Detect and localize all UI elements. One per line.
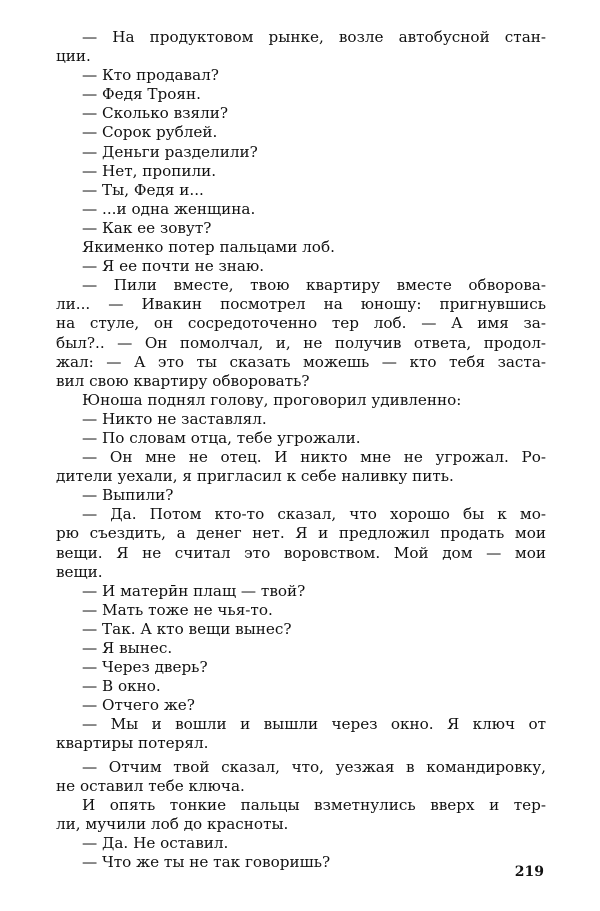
text-line: Якименко потер пальцами лоб.	[82, 238, 335, 257]
text-line: — Ты, Федя и...	[82, 180, 204, 199]
text-line: — Деньги разделили?	[82, 142, 258, 161]
text-line: — Я вынес.	[82, 639, 173, 657]
text-line: был?.. — Он помолчал, и, не получив ответа, продол-	[56, 333, 546, 352]
page-text	[56, 28, 546, 872]
text-line: вещи.	[56, 562, 103, 581]
text-line: — Он мне не отец. И никто мне не угрожал. Ро-	[82, 448, 546, 467]
text-line: — Никто не заставлял.	[82, 409, 267, 428]
text-line: рю съездить, а денег нет. Я и предложил продать мои	[56, 524, 546, 543]
text-line: Юноша поднял голову, проговорил удивленно:	[82, 390, 462, 409]
text-line: — Федя Троян.	[82, 85, 201, 104]
text-line: — Кто продавал?	[82, 66, 219, 85]
text-line: — Через дверь?	[82, 658, 208, 677]
text-line: ли... — Ивакин посмотрел на юношу: пригнувшись	[56, 295, 546, 314]
text-line: на стуле, он сосредоточенно тер лоб. — А имя за-	[56, 314, 546, 333]
text-line: — Отчего же?	[82, 696, 195, 715]
text-line: жал: — А это ты сказать можешь — кто тебя заста-	[56, 352, 546, 371]
text-line: И опять тонкие пальцы взметнулись вверх и тер-	[82, 795, 546, 814]
text-line: — Сколько взяли?	[82, 104, 228, 123]
text-line: — Выпили?	[82, 486, 174, 505]
text-line: — Так. А кто вещи вынес?	[82, 619, 292, 638]
text-line: не оставил тебе ключа.	[56, 776, 245, 795]
page-number: 219	[514, 864, 544, 880]
text-line: квартиры потерял.	[56, 734, 209, 753]
text-line: вещи. Я не считал это воровством. Мой дом — мои	[56, 543, 546, 562]
text-line: — Отчим твой сказал, что, уезжая в командировку,	[82, 757, 546, 776]
text-line: — В окно.	[82, 677, 161, 696]
text-line: — Да. Потом кто-то сказал, что хорошо бы к мо-	[82, 505, 546, 524]
text-line: — Пили вместе, твою квартиру вместе обворова-	[82, 276, 546, 295]
text-line: — И матерӣн плащ — твой?	[82, 581, 306, 600]
text-line: ли, мучили лоб до красноты.	[56, 814, 289, 833]
text-line: — Мы и вошли и вышли через окно. Я ключ от	[82, 715, 546, 734]
text-line: — Что же ты не так говоришь?	[82, 853, 331, 872]
text-line: — Нет, пропили.	[82, 161, 217, 180]
text-line: — На продуктовом рынке, возле автобусной стан-	[82, 28, 546, 46]
text-line: дители уехали, я пригласил к себе наливку пить.	[56, 467, 454, 486]
text-line: — Мать тоже не чья-то.	[82, 600, 273, 619]
text-line: — По словам отца, тебе угрожали.	[82, 428, 361, 447]
text-line: — Я ее почти не знаю.	[82, 257, 265, 276]
text-line: вил свою квартиру обворовать?	[56, 371, 310, 390]
text-line: — ...и одна женщина.	[82, 199, 256, 218]
text-line: — Сорок рублей.	[82, 123, 218, 142]
text-line: ции.	[56, 47, 91, 66]
text-line: — Да. Не оставил.	[82, 833, 229, 852]
text-line: — Как ее зовут?	[82, 218, 212, 237]
